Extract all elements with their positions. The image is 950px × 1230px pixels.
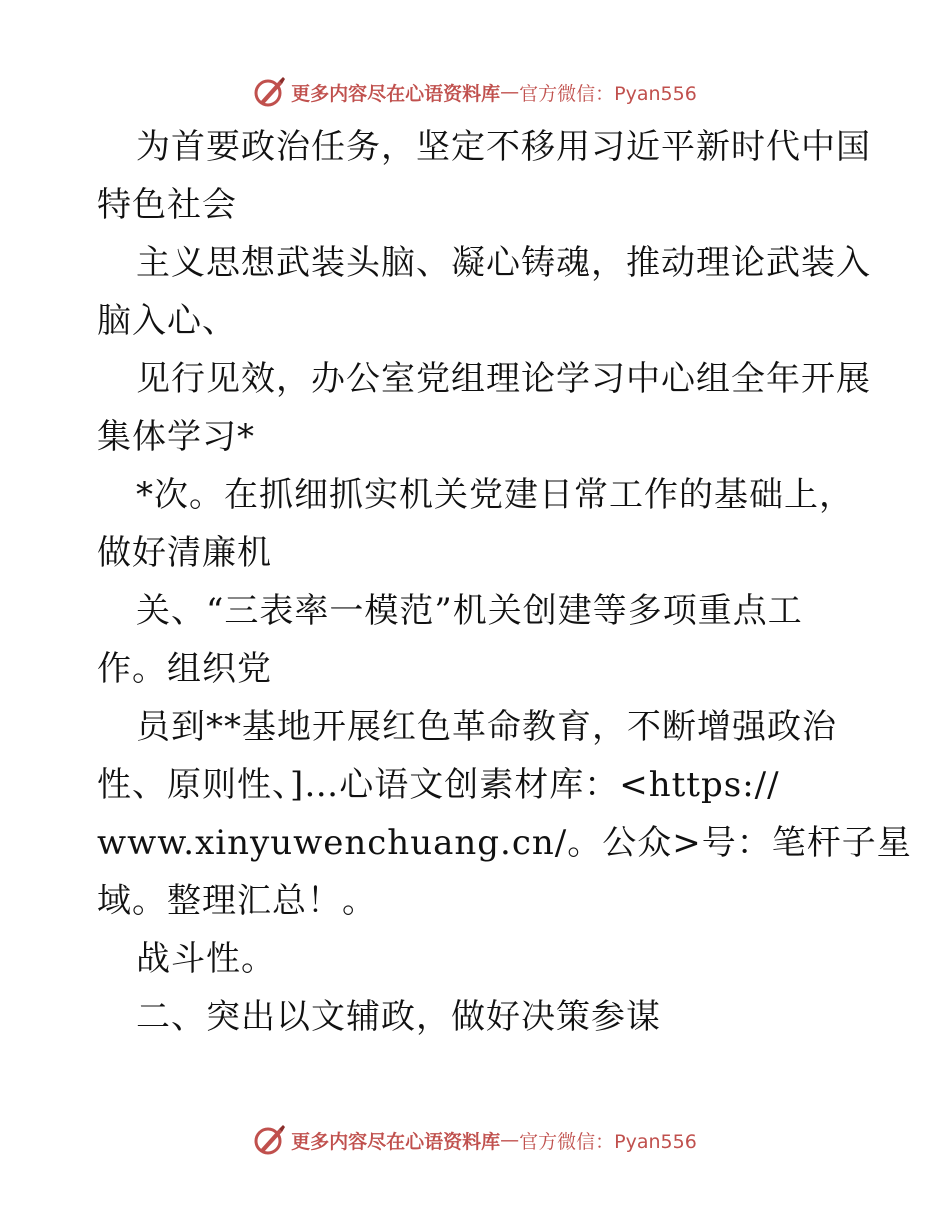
pen-logo-icon xyxy=(253,1123,287,1157)
separator-dash: — xyxy=(500,1129,520,1151)
separator-dash: — xyxy=(500,81,520,103)
text-line: 脑入心、 xyxy=(97,301,237,341)
text-line: 做好清廉机 xyxy=(97,533,272,573)
brand-text: 更多内容尽在心语资料库 xyxy=(291,1130,501,1153)
text-line: 员到**基地开展红色革命教育，不断增强政治 xyxy=(136,707,837,747)
text-line: 为首要政治任务，坚定不移用习近平新时代中国 xyxy=(136,127,871,167)
text-line: www.xinyuwenchuang.cn/。公众>号：笔杆子星 xyxy=(97,823,912,863)
brand-text: 更多内容尽在心语资料库 xyxy=(291,82,501,105)
text-line: 域。整理汇总！。 xyxy=(97,881,377,921)
section-heading: 二、突出以文辅政，做好决策参谋 xyxy=(136,997,661,1037)
text-line: 特色社会 xyxy=(97,185,237,225)
text-line: *次。在抓细抓实机关党建日常工作的基础上， xyxy=(136,475,854,515)
text-line: 见行见效，办公室党组理论学习中心组全年开展 xyxy=(136,359,871,399)
text-line: 作。组织党 xyxy=(97,649,272,689)
wechat-text: 官方微信：Pyan556 xyxy=(519,82,697,105)
footer-watermark xyxy=(0,1120,950,1160)
text-line: 战斗性。 xyxy=(136,939,276,979)
wechat-text: 官方微信：Pyan556 xyxy=(519,1130,697,1153)
document-body xyxy=(97,118,912,1046)
text-line: 性、原则性、]…心语文创素材库：<https:// xyxy=(97,765,780,805)
text-line: 主义思想武装头脑、凝心铸魂，推动理论武装入 xyxy=(136,243,871,283)
pen-logo-icon xyxy=(253,75,287,109)
header-watermark xyxy=(0,72,950,112)
text-line: 集体学习* xyxy=(97,417,255,457)
text-line: 关、“三表率一模范”机关创建等多项重点工 xyxy=(136,591,803,631)
